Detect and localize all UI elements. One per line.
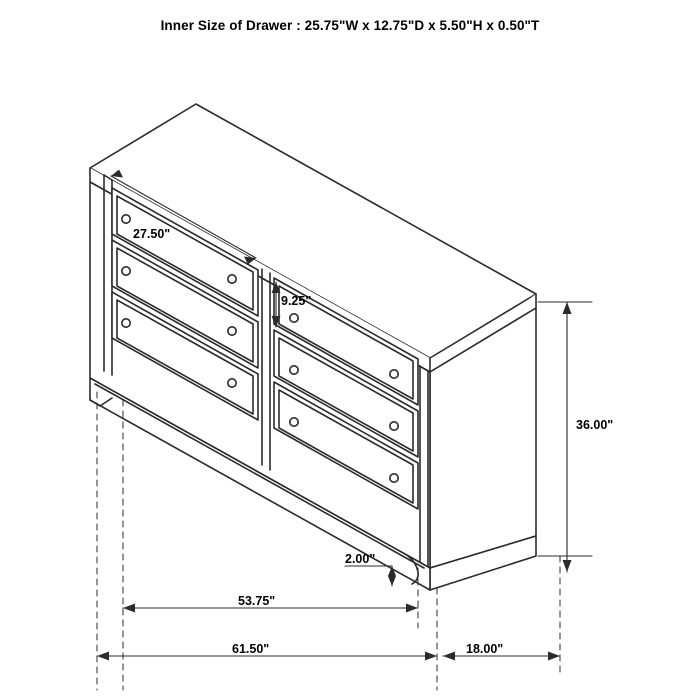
dimension-overall-height	[538, 302, 592, 572]
label-depth: 18.00"	[466, 642, 504, 656]
label-base-height: 2.00"	[345, 552, 376, 566]
label-drawer-height: 9.25"	[281, 294, 312, 308]
dresser-right-side-panel	[430, 308, 536, 590]
label-drawer-width: 27.50"	[133, 227, 171, 241]
page-title: Inner Size of Drawer : 25.75"W x 12.75"D x 5.50"H x 0.50"T	[160, 18, 540, 33]
dimension-base-height	[345, 566, 396, 586]
label-overall-height: 36.00"	[576, 418, 614, 432]
label-case-width: 53.75"	[238, 594, 276, 608]
label-overall-width: 61.50"	[232, 642, 270, 656]
